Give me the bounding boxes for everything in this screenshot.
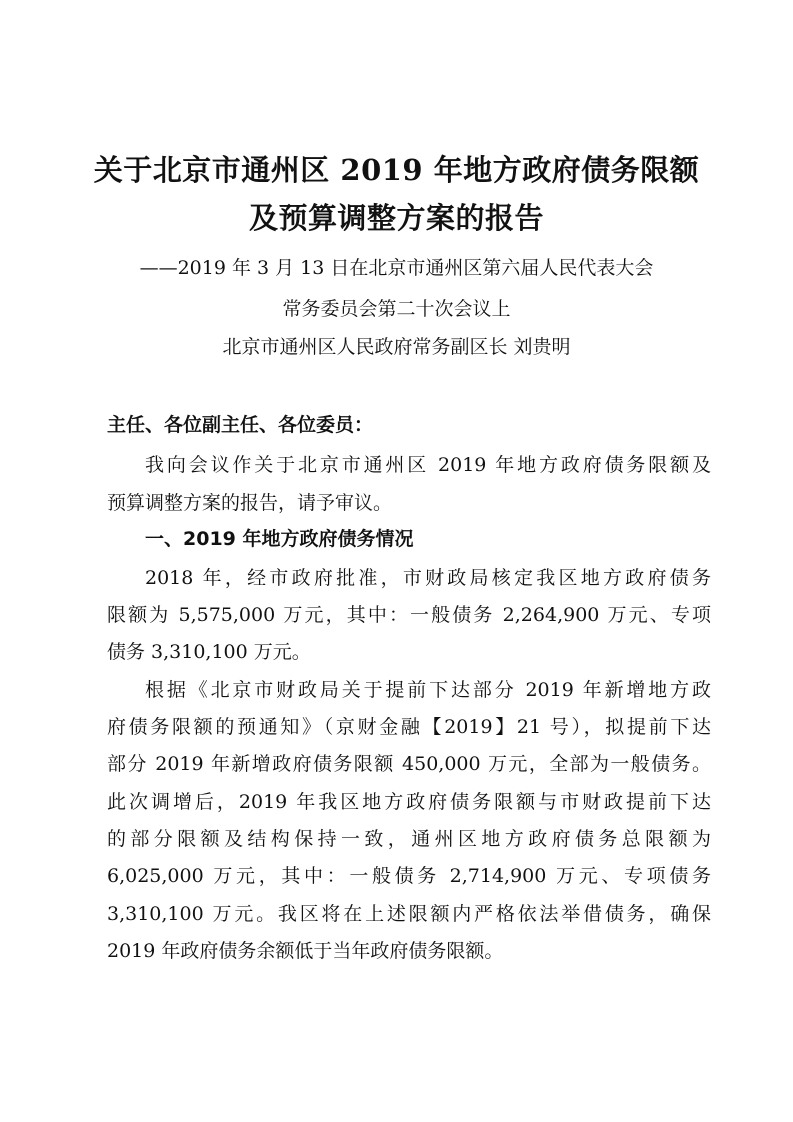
paragraph-3-line-6: 6,025,000 万元，其中：一般债务 2,714,900 万元、专项债务 [107, 865, 711, 887]
paragraph-3-line-7: 3,310,100 万元。我区将在上述限额内严格依法举借债务，确保 [107, 903, 711, 925]
paragraph-1-line-2: 预算调整方案的报告，请予审议。 [107, 492, 393, 514]
paragraph-3-line-5: 的部分限额及结构保持一致，通州区地方政府债务总限额为 [107, 828, 711, 850]
paragraph-3-line-4: 此次调增后，2019 年我区地方政府债务限额与市财政提前下达 [107, 791, 711, 813]
paragraph-3-line-2: 府债务限额的预通知》（京财金融【2019】21 号），拟提前下达 [107, 716, 711, 738]
subtitle-line-1: ——2019 年 3 月 13 日在北京市通州区第六届人民代表大会 [139, 257, 654, 279]
section-1-heading: 一、2019 年地方政府债务情况 [145, 528, 414, 550]
document-title-line-2: 及预算调整方案的报告 [248, 201, 544, 235]
paragraph-3-line-1: 根据《北京市财政局关于提前下达部分 2019 年新增地方政 [145, 679, 711, 701]
document-title-line-1: 关于北京市通州区 2019 年地方政府债务限额 [93, 153, 700, 187]
paragraph-3-line-8: 2019 年政府债务余额低于当年政府债务限额。 [107, 940, 504, 962]
salutation: 主任、各位副主任、各位委员： [107, 414, 374, 436]
paragraph-1-line-1: 我向会议作关于北京市通州区 2019 年地方政府债务限额及 [145, 454, 711, 476]
paragraph-2-line-2: 限额为 5,575,000 万元，其中：一般债务 2,264,900 万元、专项 [107, 604, 711, 626]
paragraph-2-line-3: 债务 3,310,100 万元。 [107, 641, 311, 663]
subtitle-speaker: 北京市通州区人民政府常务副区长 刘贵明 [222, 336, 571, 358]
paragraph-3-line-3: 部分 2019 年新增政府债务限额 450,000 万元，全部为一般债务。 [107, 753, 711, 775]
subtitle-line-2: 常务委员会第二十次会议上 [282, 298, 511, 320]
paragraph-2-line-1: 2018 年，经市政府批准，市财政局核定我区地方政府债务 [145, 567, 711, 589]
